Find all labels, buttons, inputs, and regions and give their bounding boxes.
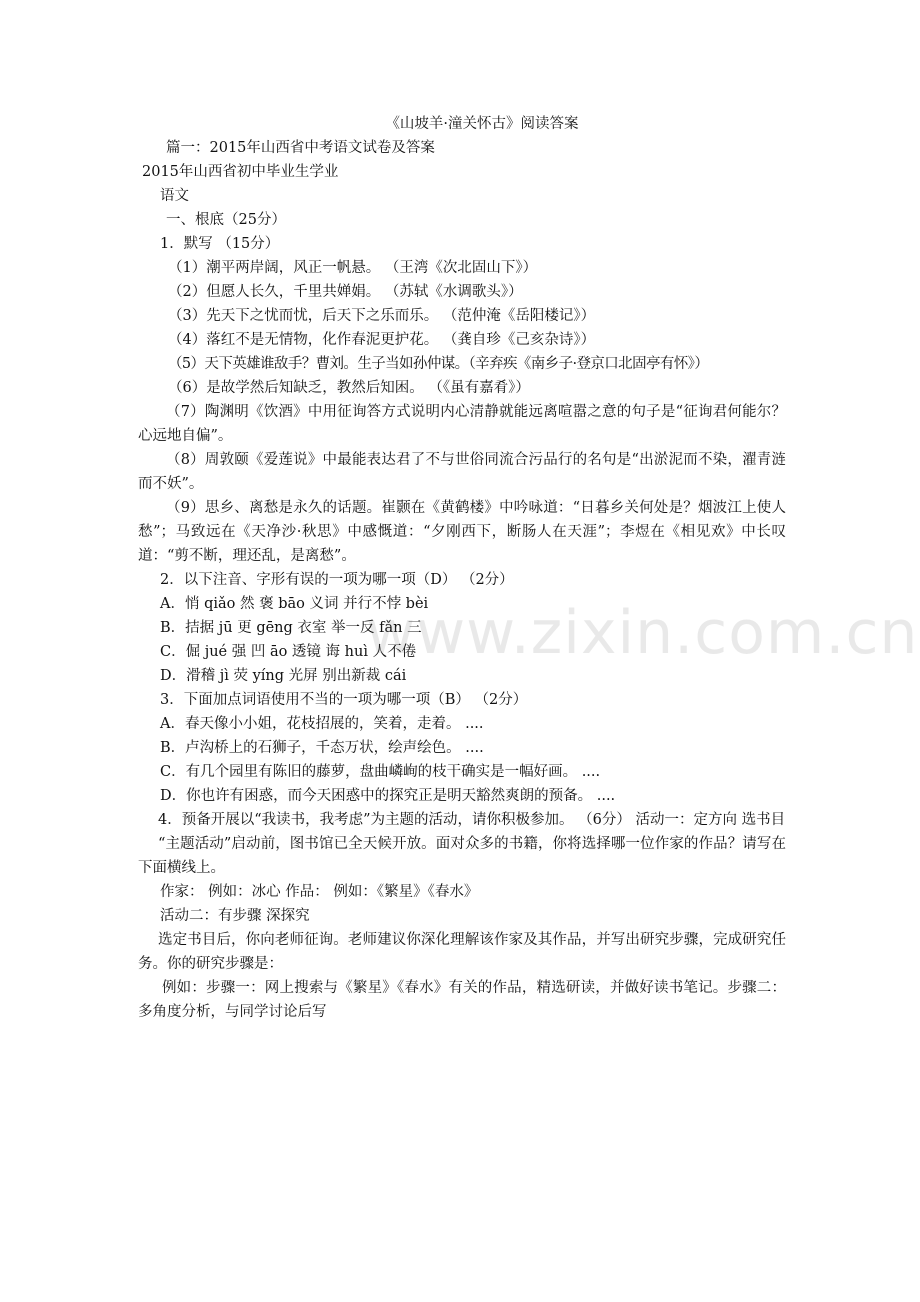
- document-title: 《山坡羊·潼关怀古》阅读答案: [385, 116, 579, 132]
- question-3: 3．下面加点词语使用不当的一项为哪一项（B） （2分）: [160, 692, 528, 708]
- question-1-item-4: （4）落红不是无情物，化作春泥更护花。 （龚自珍《己亥杂诗》）: [168, 332, 596, 348]
- question-1-item-2: （2）但愿人长久，千里共婵娟。 （苏轼《水调歌头》）: [168, 284, 523, 300]
- question-1-item-6: （6）是故学然后知缺乏，教然后知困。 （《虽有嘉肴》）: [168, 380, 530, 396]
- question-2-option-a: A．悄 qiǎo 然 褒 bāo 义词 并行不悖 bèi: [160, 596, 429, 612]
- question-3-option-a: A．春天像小小姐，花枝招展的，笑着，走着。 ....: [160, 716, 484, 732]
- question-1-item-3: （3）先天下之忧而忧，后天下之乐而乐。 （范仲淹《岳阳楼记》）: [168, 308, 596, 324]
- question-1-item-1: （1）潮平两岸阔，风正一帆悬。 （王湾《次北固山下》）: [168, 260, 538, 276]
- subject-label: 语文: [160, 188, 189, 204]
- part-heading: 篇一：2015年山西省中考语文试卷及答案: [166, 140, 435, 156]
- question-4-paragraph-1: “主题活动”启动前，图书馆已全天候开放。面对众多的书籍，你将选择哪一位作家的作品？请写在下面横线上。: [138, 836, 786, 876]
- question-1: 1．默写 （15分）: [160, 236, 280, 252]
- question-1-item-5: （5）天下英雄谁敌手？曹刘。生子当如孙仲谋。（辛弃疾《南乡子·登京口北固亭有怀》）: [168, 356, 709, 372]
- question-1-item-9: （9）思乡、离愁是永久的话题。崔颢在《黄鹤楼》中吟咏道：“日暮乡关何处是？烟波江上使人愁”；马致远在《天净沙·秋思》中感慨道：“夕刚西下，断肠人在天涯”；李煜在《相见欢》中长叹道：“剪不断，理还乱，是离愁”。: [138, 500, 786, 564]
- question-3-option-c: C．有几个园里有陈旧的藤萝，盘曲嶙峋的枝干确实是一幅好画。 ....: [160, 764, 601, 780]
- watermark-text: www.zixin.com.cn: [366, 598, 919, 668]
- question-3-option-b: B．卢沟桥上的石狮子，千态万状，绘声绘色。 ....: [160, 740, 484, 756]
- question-2-option-c: C．倔 jué 强 凹 āo 透镜 诲 huì 人不倦: [160, 644, 417, 660]
- question-3-option-d: D．你也许有困惑，而今天困惑中的探究正是明天豁然爽朗的预备。 ....: [160, 788, 616, 804]
- question-2-option-d: D．滑稽 jì 荧 yíng 光屏 别出新裁 cái: [160, 668, 407, 684]
- question-2-option-b: B．拮据 jū 更 gēng 衣室 举一反 fǎn 三: [160, 620, 422, 636]
- question-4-paragraph-4: 例如：步骤一：网上搜索与《繁星》《春水》有关的作品，精选研读，并做好读书笔记。步骤二：多角度分析，与同学讨论后写: [138, 980, 786, 1020]
- document-page: [138, 112, 786, 1024]
- question-4-paragraph-2: 作家： 例如：冰心 作品： 例如：《繁星》《春水》: [160, 884, 479, 900]
- question-4-paragraph-3: 选定书目后，你向老师征询。老师建议你深化理解该作家及其作品，并写出研究步骤，完成研究任务。你的研究步骤是：: [138, 932, 786, 972]
- question-2: 2．以下注音、字形有误的一项为哪一项（D） （2分）: [160, 572, 514, 588]
- question-4-activity-2: 活动二：有步骤 深探究: [160, 908, 310, 924]
- section-heading: 一、根底（25分）: [166, 212, 286, 228]
- exam-name: 2015年山西省初中毕业生学业: [142, 164, 339, 180]
- question-1-item-7: （7）陶渊明《饮酒》中用征询答方式说明内心清静就能远离喧嚣之意的句子是“征询君何能尔？心远地自偏”。: [138, 404, 786, 444]
- question-1-item-8: （8）周敦颐《爱莲说》中最能表达君了不与世俗同流合污品行的名句是“出淤泥而不染，濯青涟而不妖”。: [138, 452, 786, 492]
- question-4: 4．预备开展以“我读书，我考虑”为主题的活动，请你积极参加。 （6分） 活动一：定方向 选书目: [158, 812, 786, 828]
